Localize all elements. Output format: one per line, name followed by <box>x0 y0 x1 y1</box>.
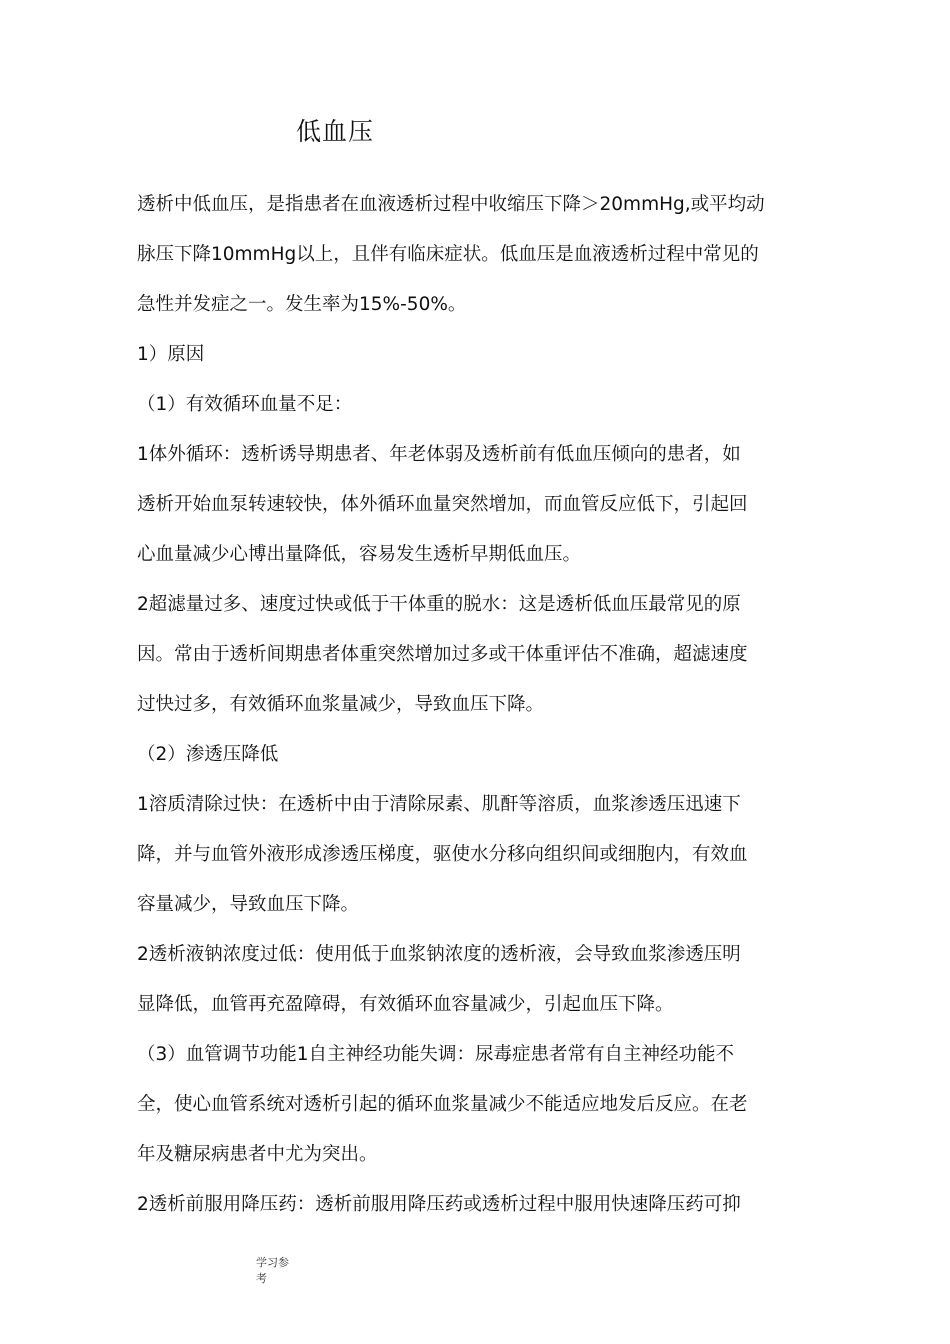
body-line: 2透析液钠浓度过低：使用低于血浆钠浓度的透析液，会导致血浆渗透压明 <box>137 944 741 965</box>
subsection-heading: （1）有效循环血量不足： <box>137 394 353 415</box>
footer-text: 考 <box>256 1272 267 1285</box>
section-heading: 1）原因 <box>137 344 205 365</box>
body-line: 1溶质清除过快：在透析中由于清除尿素、肌酐等溶质，血浆渗透压迅速下 <box>137 794 741 815</box>
body-line: 2透析前服用降压药：透析前服用降压药或透析过程中服用快速降压药可抑 <box>137 1194 741 1215</box>
body-line: 降，并与血管外液形成渗透压梯度，驱使水分移向组织间或细胞内，有效血 <box>137 844 748 865</box>
body-line: 显降低，血管再充盈障碍，有效循环血容量减少，引起血压下降。 <box>137 994 674 1015</box>
body-line: 透析中低血压，是指患者在血液透析过程中收缩压下降＞20mmHg,或平均动 <box>137 194 765 215</box>
body-line: 过快过多，有效循环血浆量减少，导致血压下降。 <box>137 694 545 715</box>
document-title: 低血压 <box>296 117 375 146</box>
document-body <box>137 180 827 1230</box>
body-line: 急性并发症之一。发生率为15%-50%。 <box>137 294 467 315</box>
body-line: 全，使心血管系统对透析引起的循环血浆量减少不能适应地发后反应。在老 <box>137 1094 748 1115</box>
body-line: 因。常由于透析间期患者体重突然增加过多或干体重评估不准确，超滤速度 <box>137 644 748 665</box>
body-line: 透析开始血泵转速较快，体外循环血量突然增加，而血管反应低下，引起回 <box>137 494 748 515</box>
body-line: 2超滤量过多、速度过快或低于干体重的脱水：这是透析低血压最常见的原 <box>137 594 741 615</box>
footer-text: 学习参 <box>256 1256 289 1269</box>
body-line: （3）血管调节功能1自主神经功能失调：尿毒症患者常有自主神经功能不 <box>137 1044 735 1065</box>
page-footer <box>256 1255 316 1287</box>
body-line: 容量减少，导致血压下降。 <box>137 894 360 915</box>
body-line: 心血量减少心博出量降低，容易发生透析早期低血压。 <box>137 544 582 565</box>
body-line: 年及糖尿病患者中尤为突出。 <box>137 1144 378 1165</box>
subsection-heading: （2）渗透压降低 <box>137 744 279 765</box>
body-line: 1体外循环：透析诱导期患者、年老体弱及透析前有低血压倾向的患者，如 <box>137 444 741 465</box>
body-line: 脉压下降10mmHg以上，且伴有临床症状。低血压是血液透析过程中常见的 <box>137 244 759 265</box>
